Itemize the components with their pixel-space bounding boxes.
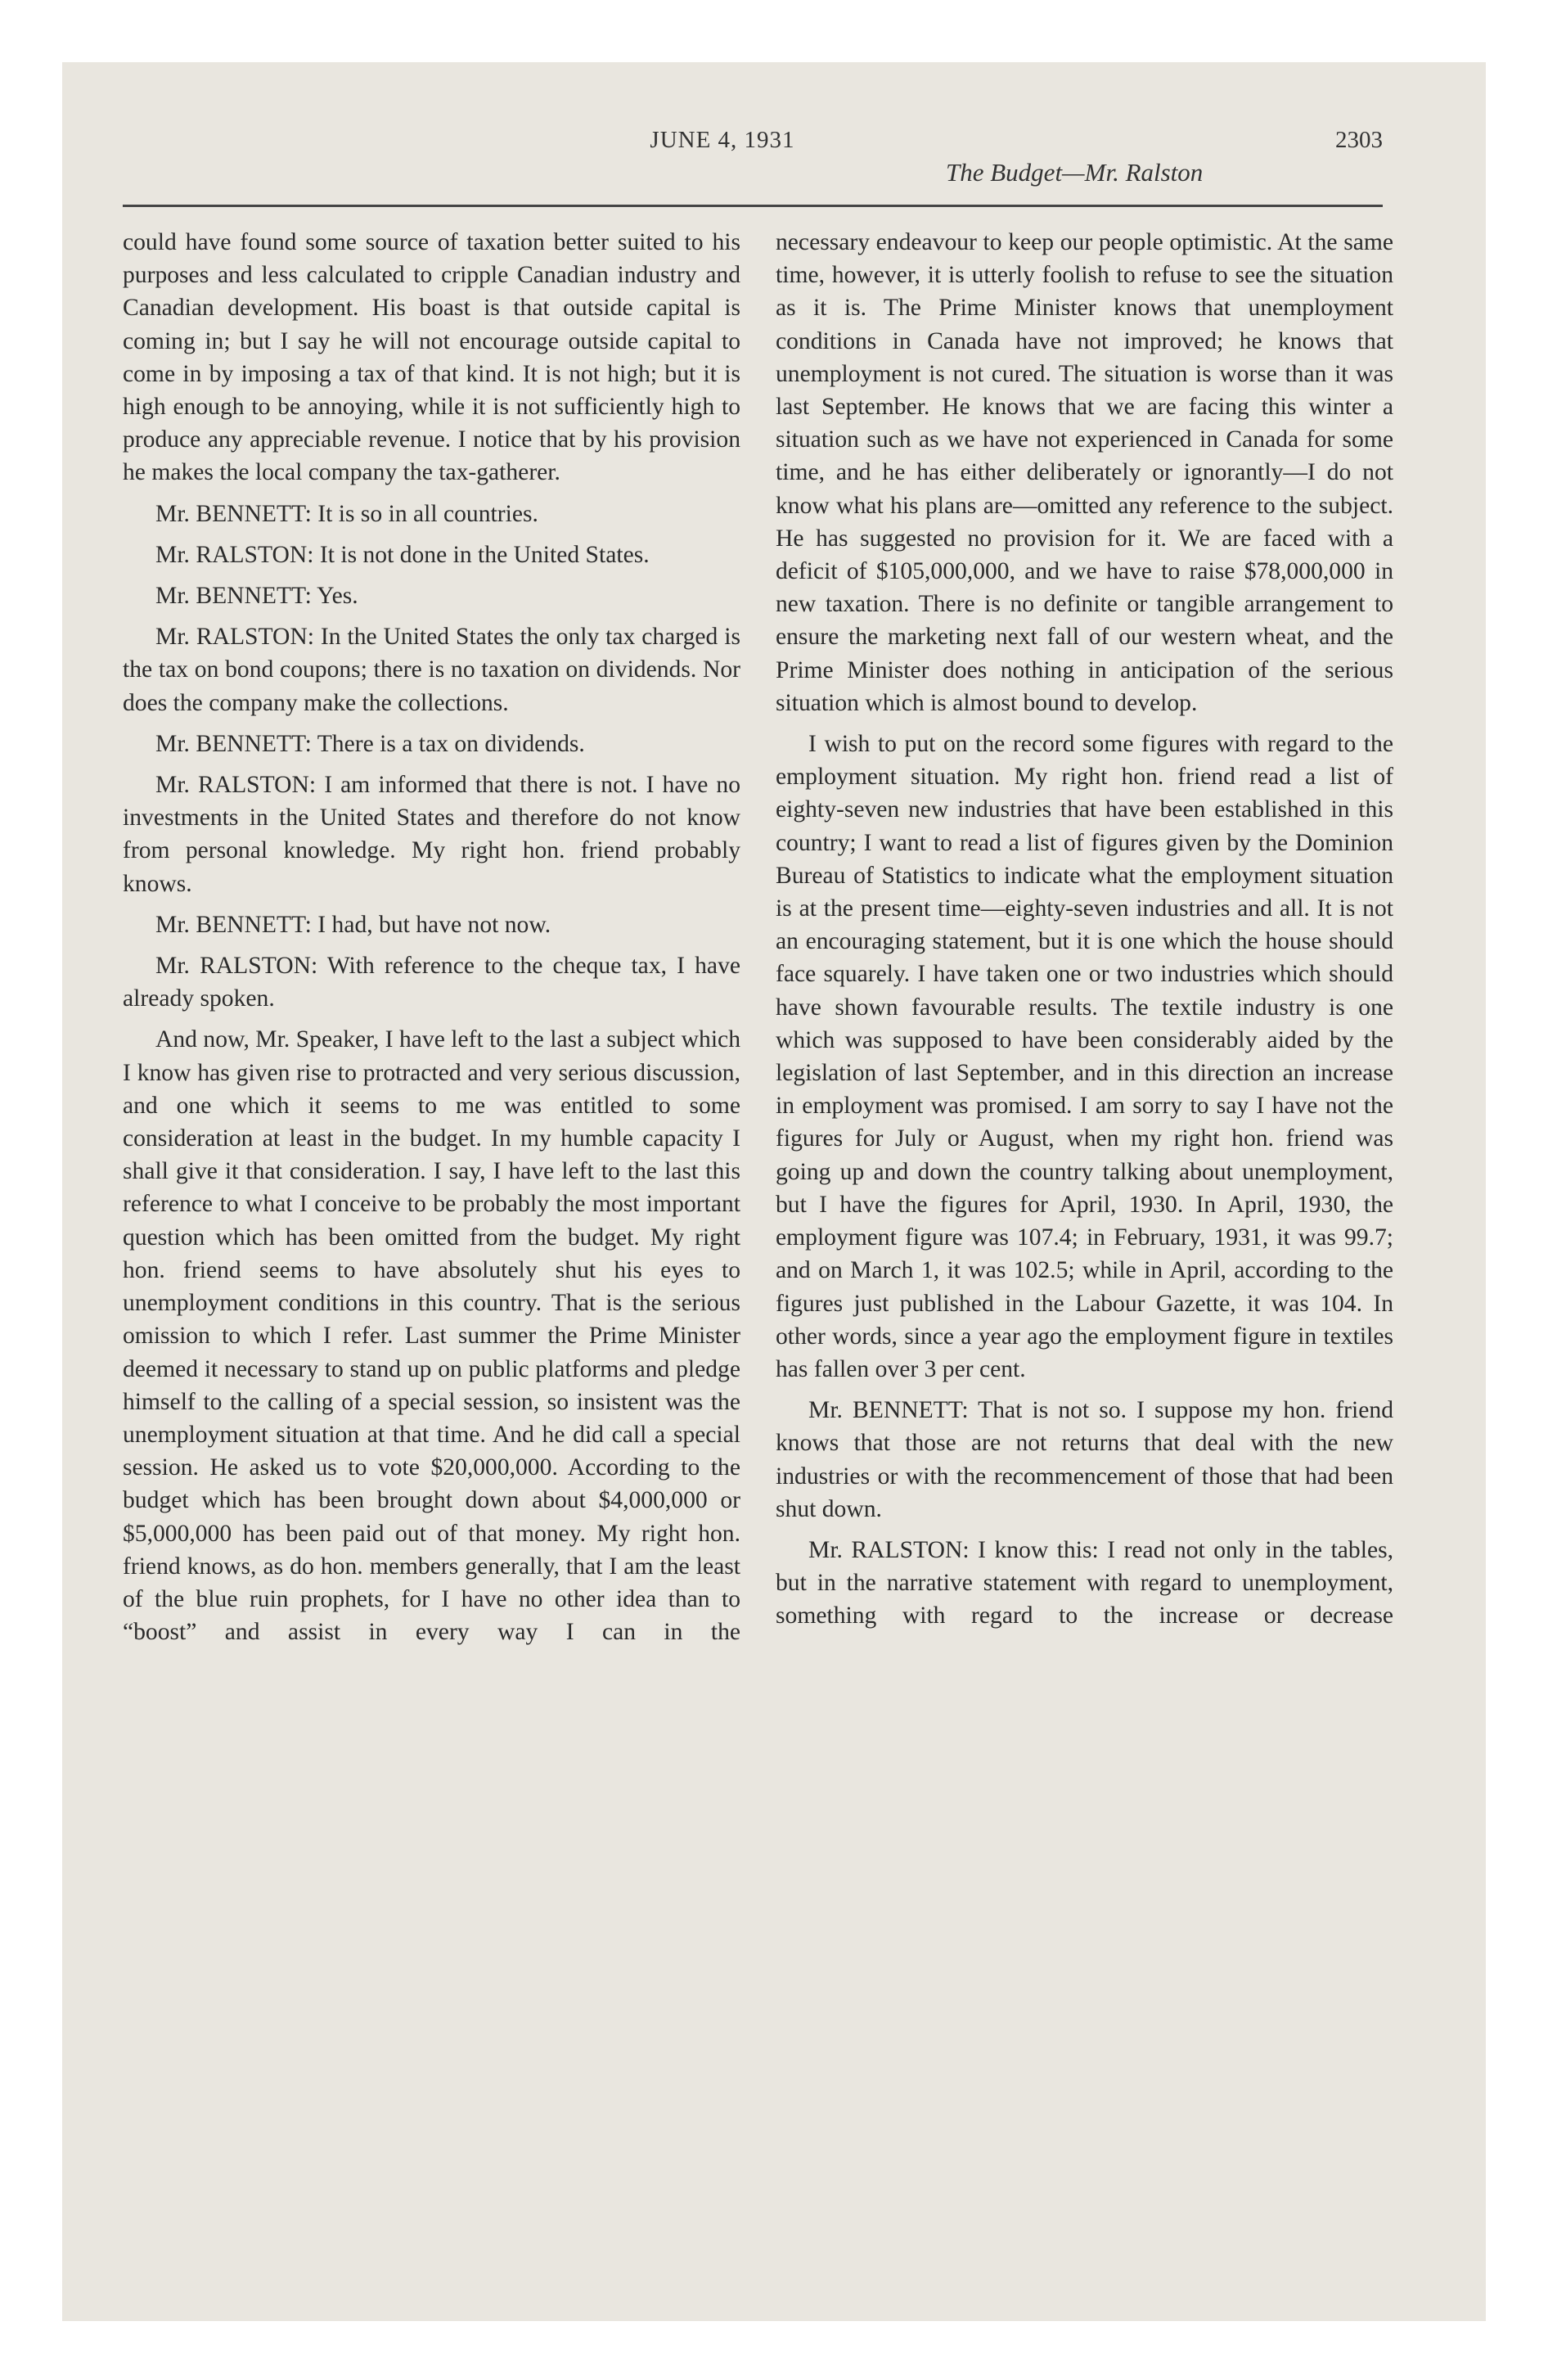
speech-line: Mr. RALSTON: I am informed that there is not. I have no investments in the United States and therefore do not know from personal knowledge. My right hon. friend probably knows.: [123, 772, 740, 897]
speech-line: Mr. RALSTON: With reference to the cheque tax, I have already spoken.: [123, 953, 740, 1012]
speech-line: Mr. RALSTON: It is not done in the United States.: [155, 541, 650, 568]
left-column: [123, 226, 740, 1657]
page-number: 2303: [1335, 127, 1383, 153]
speech-line: Mr. BENNETT: There is a tax on dividends.: [155, 730, 585, 757]
speech-line: Mr. BENNETT: That is not so. I suppose my hon. friend knows that those are not returns that deal with the new industries or with the recommencement of those that had been shut down.: [776, 1397, 1393, 1522]
header-date: JUNE 4, 1931: [650, 127, 795, 153]
speech-line: Mr. BENNETT: It is so in all countries.: [155, 500, 538, 527]
paragraph: I wish to put on the record some figures with regard to the employment situation. My right hon. friend read a list of eighty-seven new industries that have been established in this country; I want to read a list of figures given by the Dominion Bureau of Statistics to indicate what the employment situation is at the present time—eighty-seven industries and all. It is not an encouraging statement, but it is one which the house should face squarely. I have taken one or two industries which should have shown favourable results. The textile industry is one which was supposed to have been considerably aided by the legislation of last September, and in this direction an increase in employment was promised. I am sorry to say I have not the figures for July or August, when my right hon. friend was going up and down the country talking about unemployment, but I have the figures for April, 1930. In April, 1930, the employment figure was 107.4; in February, 1931, it was 99.7; and on March 1, it was 102.5; while in April, according to the figures just published in the Labour Gazette, it was 104. In other words, since a year ago the employment figure in textiles has fallen over 3 per cent.: [776, 731, 1393, 1382]
page-header: [62, 127, 1383, 187]
speech-line: Mr. RALSTON: In the United States the only tax charged is the tax on bond coupons; there is no taxation on dividends. Nor does the company make the collections.: [123, 624, 740, 716]
paragraph: could have found some source of taxation better suited to his purposes and less calculated to cripple Canadian industry and Canadian development. His boast is that outside capital is coming in; but I say he will not encourage outside capital to come in by imposing a tax of that kind. It is not high; but it is high enough to be annoying, while it is not sufficiently high to produce any appreciable revenue. I notice that by his provision he makes the local company the tax-gatherer.: [123, 229, 740, 486]
paragraph: necessary endeavour to keep our people optimistic. At the same time, however, it is utterly foolish to refuse to see the situation as it is. The Prime Minister knows that unemployment conditions in Canada have not improved; he knows that unemployment is not cured. The situation is worse than it was last September. He knows that we are facing this winter a situation such as we have not experienced in Canada for some time, and he has either deliberately or ignorantly—I do not know what his plans are—omitted any reference to the subject. He has suggested no provision for it. We are faced with a deficit of $105,000,000, and we have to raise $78,000,000 in new taxation. There is no definite or tangible arrangement to ensure the marketing next fall of our western wheat, and the Prime Minister does nothing in anticipation of the serious situation which is almost bound to develop.: [776, 229, 1393, 716]
speech-line: Mr. RALSTON: I know this: I read not only in the tables, but in the narrative statement with regard to unemployment, something with regard to the increase or decrease: [776, 1536, 1393, 1629]
running-title: The Budget—Mr. Ralston: [946, 158, 1204, 187]
speech-line: Mr. BENNETT: Yes.: [155, 583, 358, 610]
right-column: [776, 226, 1393, 1641]
speech-line: Mr. BENNETT: I had, but have not now.: [155, 911, 551, 938]
header-rule: [123, 205, 1383, 207]
paragraph: And now, Mr. Speaker, I have left to the last a subject which I know has given rise to protracted and very serious discussion, and one which it seems to me was entitled to some consideration at least in the budget. In my humble capacity I shall give it that consideration. I say, I have left to the last this reference to what I conceive to be probably the most important question which has been omitted from the budget. My right hon. friend seems to have absolutely shut his eyes to unemployment conditions in this country. That is the serious omission to which I refer. Last summer the Prime Minister deemed it necessary to stand up on public platforms and pledge himself to the calling of a special session, so insistent was the unemployment situation at that time. And he did call a special session. He asked us to vote $20,000,000. According to the budget which has been brought down about $4,000,000 or $5,000,000 has been paid out of that money. My right hon. friend knows, as do hon. members generally, that I am the least of the blue ruin prophets, for I have no other idea than to “boost” and assist in every way I can in the: [123, 1026, 740, 1646]
